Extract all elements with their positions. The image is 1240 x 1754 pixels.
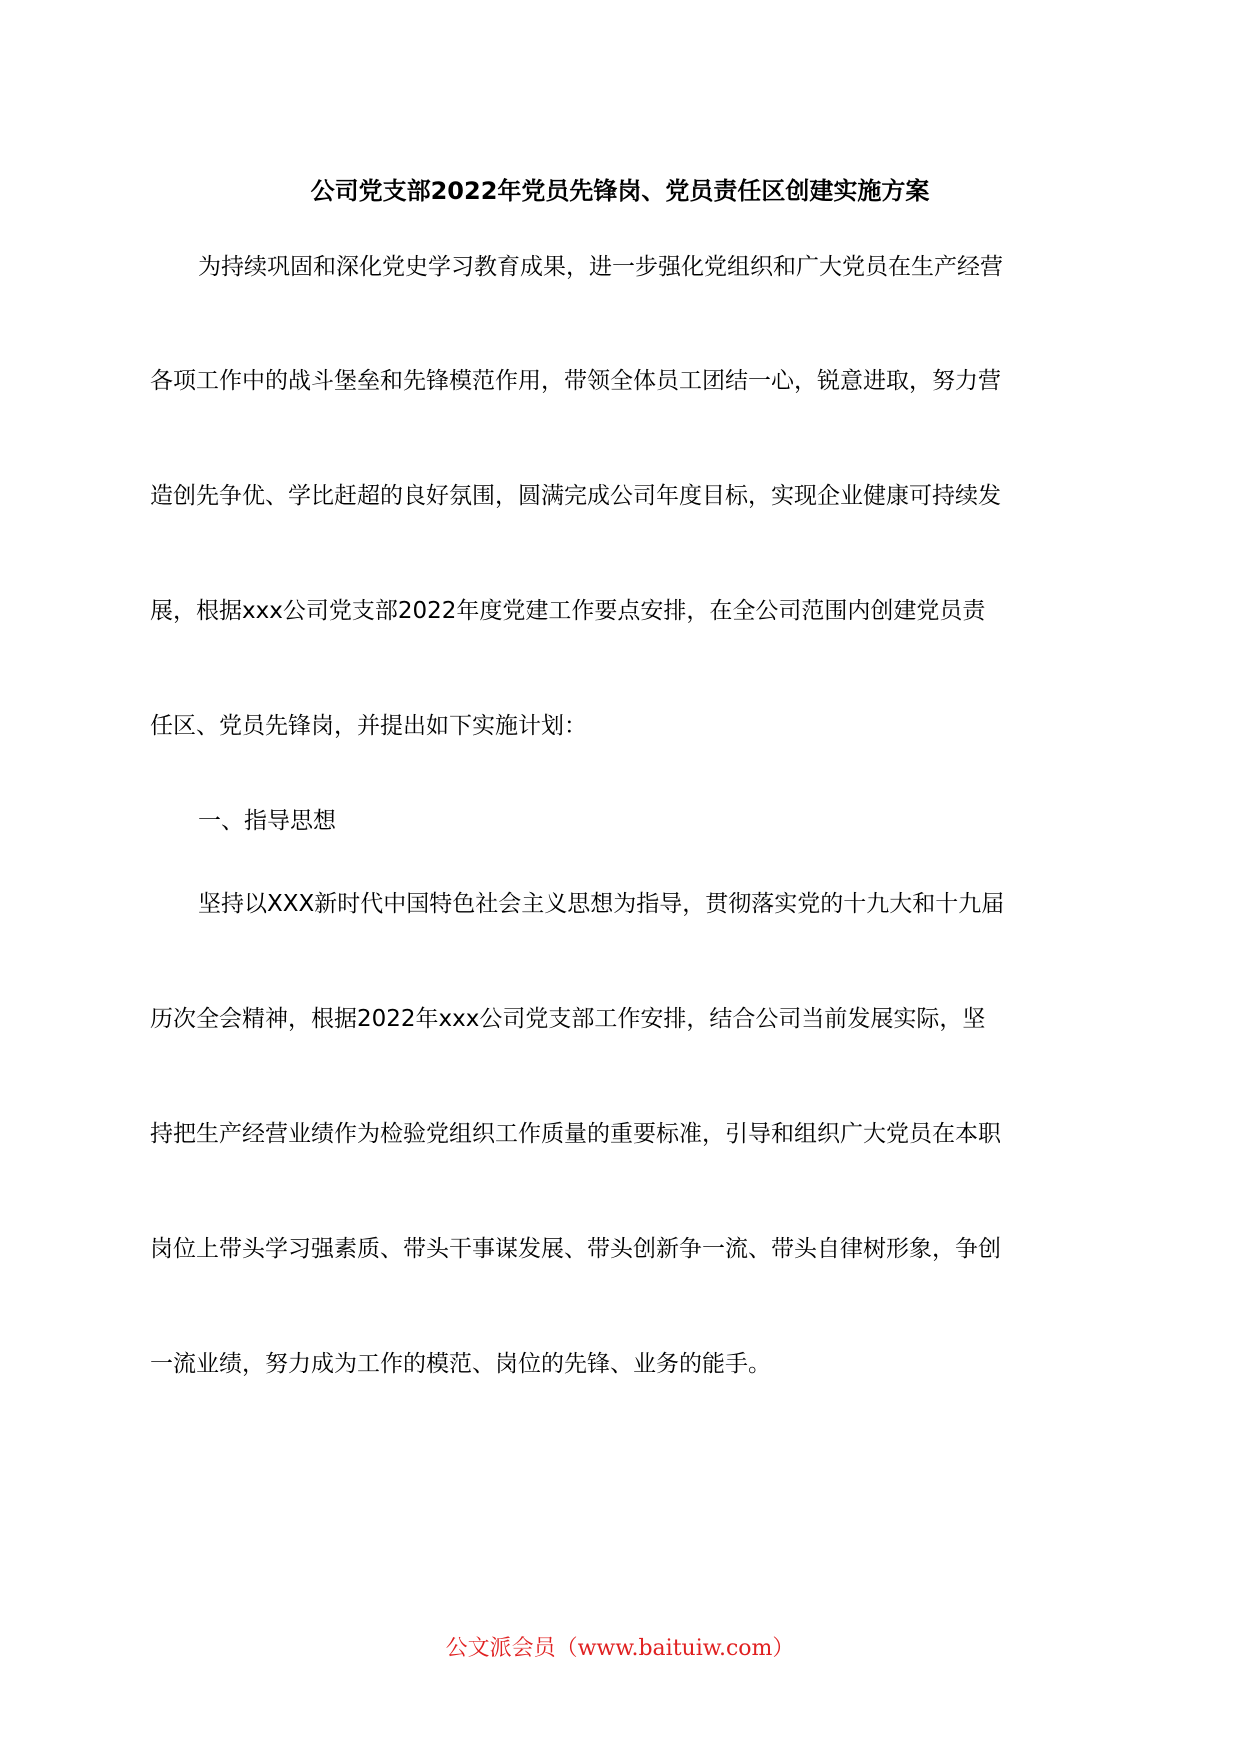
paragraph-line: 一流业绩，努力成为工作的模范、岗位的先锋、业务的能手。	[150, 1351, 771, 1377]
paragraph-line: 各项工作中的战斗堡垒和先锋模范作用，带领全体员工团结一心，锐意进取，努力营	[150, 368, 1001, 394]
paragraph-line: 造创先争优、学比赶超的良好氛围，圆满完成公司年度目标，实现企业健康可持续发	[150, 483, 1001, 509]
section-heading: 一、指导思想	[198, 808, 336, 834]
paragraph-line: 为持续巩固和深化党史学习教育成果，进一步强化党组织和广大党员在生产经营	[198, 254, 1003, 280]
footer-watermark: 公文派会员（www.baituiw.com）	[445, 1636, 795, 1661]
paragraph-line: 岗位上带头学习强素质、带头干事谋发展、带头创新争一流、带头自律树形象，争创	[150, 1236, 1001, 1262]
paragraph-line: 历次全会精神，根据2022年xxx公司党支部工作安排，结合公司当前发展实际，坚	[150, 1006, 986, 1032]
document-title: 公司党支部2022年党员先锋岗、党员责任区创建实施方案	[310, 177, 930, 205]
paragraph-line: 任区、党员先锋岗，并提出如下实施计划：	[150, 713, 587, 739]
paragraph-line: 坚持以XXX新时代中国特色社会主义思想为指导，贯彻落实党的十九大和十九届	[198, 891, 1005, 917]
paragraph-line: 持把生产经营业绩作为检验党组织工作质量的重要标准，引导和组织广大党员在本职	[150, 1121, 1001, 1147]
paragraph-line: 展，根据xxx公司党支部2022年度党建工作要点安排，在全公司范围内创建党员责	[150, 598, 986, 624]
